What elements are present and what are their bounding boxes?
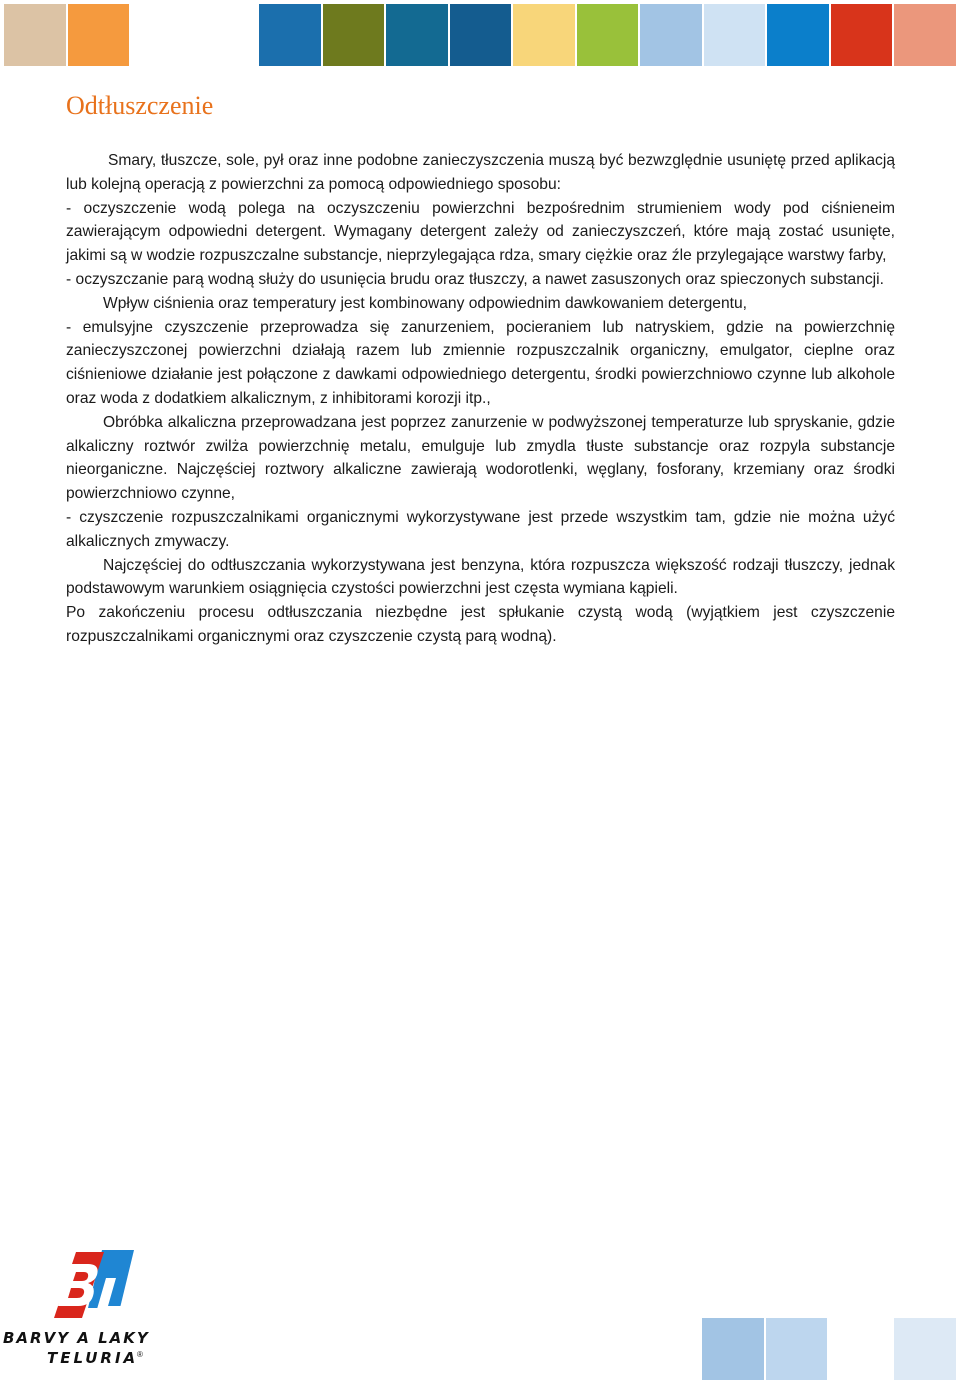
color-swatch-9 xyxy=(640,4,702,66)
color-swatch-3 xyxy=(259,4,321,66)
page-title: Odtłuszczenie xyxy=(66,91,214,120)
footer-square-2 xyxy=(766,1318,827,1380)
document-body xyxy=(66,149,895,649)
color-swatch-4 xyxy=(323,4,384,66)
footer-square-1 xyxy=(702,1318,764,1380)
paragraph-pressure-temperature: Wpływ ciśnienia oraz temperatury jest kombinowany odpowiednim dawkowaniem detergentu, xyxy=(103,294,747,312)
color-swatch-2 xyxy=(68,4,129,66)
color-swatch-12 xyxy=(831,4,892,66)
paragraph-emulsion-cleaning: - emulsyjne czyszczenie przeprowadza się zanurzeniem, pocieraniem lub natryskiem, gdzie na powierzchnię zanieczyszczonej powierzchni działają razem lub zmiennie rozpuszczalnik organiczny, emulgator, cieplne oraz ciśnieniowe działanie jest połączone z dawkami odpowiedniego detergentu, środki powierzchniowo czynne lub alkohole oraz woda z dodatkiem alkalicznym, z inhibitorami korozji itp., xyxy=(66,318,895,407)
color-swatch-6 xyxy=(450,4,511,66)
paragraph-steam-cleaning: - oczyszczanie parą wodną służy do usunięcia brudu oraz tłuszczy, a nawet zasuszonych oraz spieczonych substancji. xyxy=(66,270,884,288)
color-swatch-1 xyxy=(4,4,66,66)
paragraph-rinsing: Po zakończeniu procesu odtłuszczania niezbędne jest spłukanie czystą wodą (wyjątkiem jest czyszczenie rozpuszczalnikami organicznymi oraz czyszczenie czystą parą wodną). xyxy=(66,604,895,645)
footer-square-3 xyxy=(894,1318,956,1380)
color-swatch-10 xyxy=(704,4,765,66)
paragraph-intro: Smary, tłuszcze, sole, pył oraz inne podobne zanieczyszczenia muszą być bezwzględnie usuniętę przed aplikacją lub kolejną operacją z powierzchni za pomocą odpowiedniego sposobu: xyxy=(66,152,895,193)
logo-wordmark-line2: TELURIA xyxy=(47,1349,139,1367)
logo-wordmark-line1: BARVY A LAKY xyxy=(3,1329,150,1347)
paragraph-petrol-degreasing: Najczęściej do odtłuszczania wykorzystywana jest benzyna, która rozpuszcza większość rodzaji tłuszczy, jednak podstawowym warunkiem osiągnięcia czystości powierzchni jest częsta wymiana kąpieli. xyxy=(66,556,895,598)
color-swatch-8 xyxy=(577,4,638,66)
color-swatch-5 xyxy=(386,4,448,66)
registered-trademark-mark: ® xyxy=(137,1350,143,1359)
paragraph-solvent-cleaning: - czyszczenie rozpuszczalnikami organicznymi wykorzystywane jest przede wszystkim tam, gdzie nie można użyć alkalicznych zmywaczy. xyxy=(66,508,895,550)
paragraph-alkaline-treatment: Obróbka alkaliczna przeprowadzana jest poprzez zanurzenie w podwyższonej temperaturze lub spryskanie, gdzie alkaliczny roztwór zwilża powierzchnię metalu, emulguje lub zmydla tłuste substancje oraz rozpyla substancje nieorganiczne. Najczęściej roztwory alkaliczne zawierają wodorotlenki, węglany, fosforany, krzemiany oraz środki powierzchniowo czynne, xyxy=(66,413,895,503)
color-swatch-7 xyxy=(513,4,575,66)
color-swatch-13 xyxy=(894,4,956,66)
color-swatch-11 xyxy=(767,4,829,66)
paragraph-water-cleaning: - oczyszczenie wodą polega na oczyszczeniu powierzchni bezpośrednim strumieniem wody pod ciśnieneim zawierającym odpowiedni detergent. Wymagany detergent zależy od zanieczyszczeń, które mają zostać usunięte, jakimi są w wodzie rozpuszczalne substancje, nieprzylegająca rdza, smary ciężkie oraz źle przylegające warstwy farby, xyxy=(66,199,895,265)
